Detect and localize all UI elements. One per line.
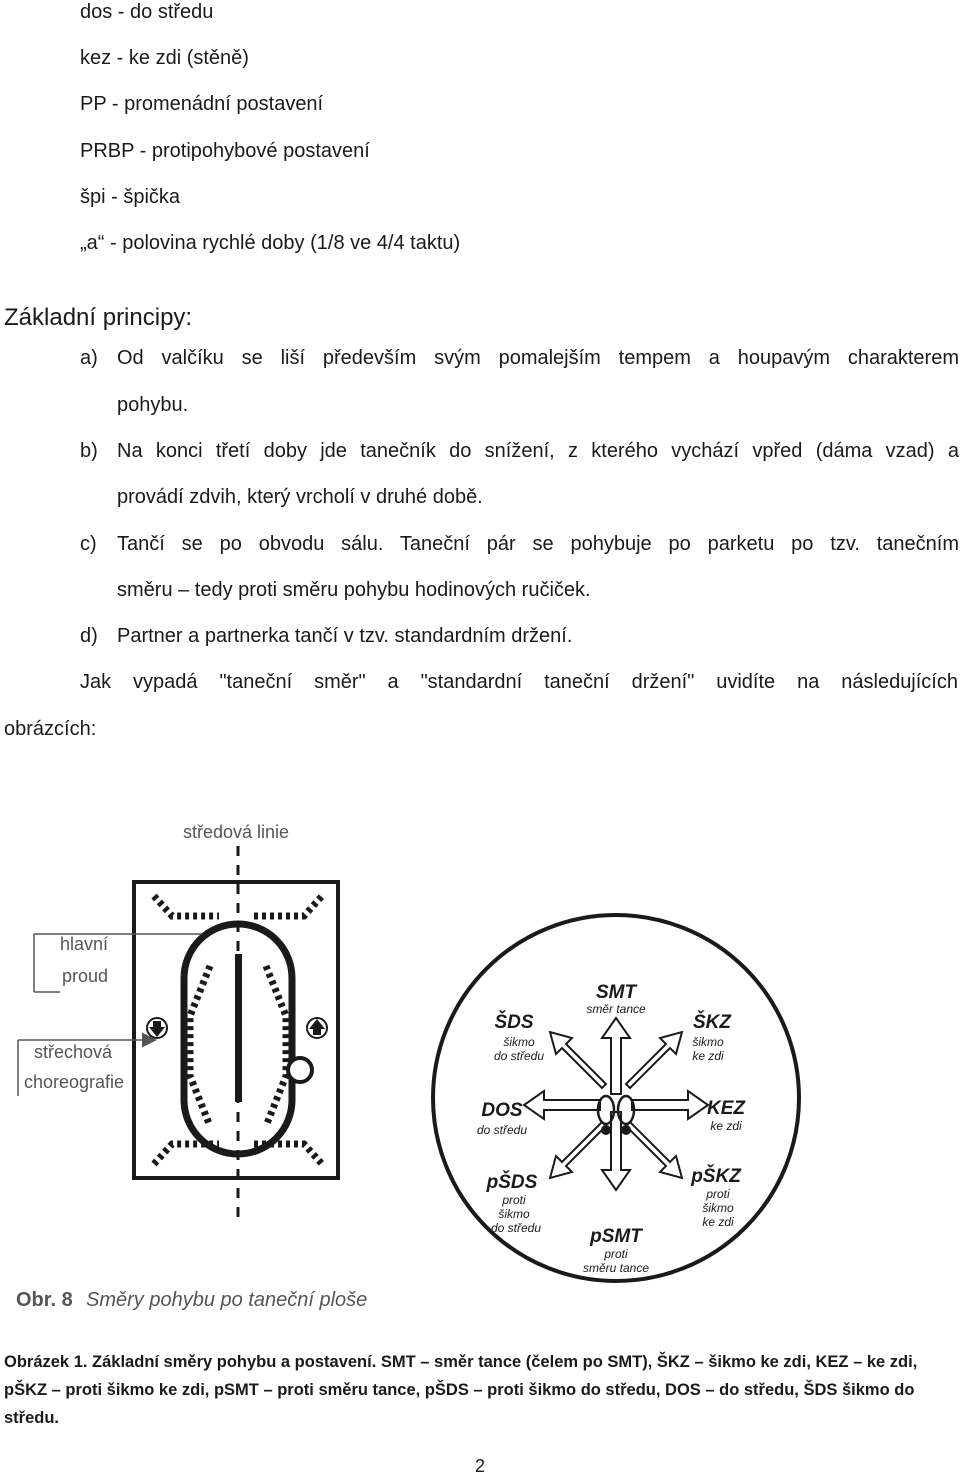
label-dos: DOS bbox=[481, 1100, 523, 1121]
principle-a bbox=[80, 346, 959, 370]
abbr-kez: kez - ke zdi (stěně) bbox=[80, 47, 249, 69]
figure-number: Obr. 8 bbox=[16, 1289, 73, 1311]
arrow-down-icon bbox=[147, 1018, 167, 1038]
principle-label: d) bbox=[80, 625, 98, 647]
principle-d bbox=[80, 624, 572, 648]
abbr-spi: špi - špička bbox=[80, 186, 181, 208]
arrow-dos-icon bbox=[524, 1091, 600, 1119]
center-line-label: středová linie bbox=[182, 822, 290, 842]
roof-label-2: choreografie bbox=[24, 1072, 125, 1092]
label-psds: pŠDS bbox=[486, 1172, 538, 1193]
main-flow-label-1: hlavní bbox=[60, 934, 109, 954]
arrow-pskz-icon bbox=[626, 1122, 682, 1178]
principle-label: a) bbox=[80, 347, 98, 369]
label-kez: KEZ bbox=[707, 1098, 745, 1119]
principle-c bbox=[80, 532, 959, 556]
arrow-sds-icon bbox=[550, 1032, 606, 1088]
figure-svg bbox=[4, 806, 822, 1326]
label-psds-sub2: šikmo bbox=[498, 1207, 530, 1221]
roof-label-1: střechová bbox=[34, 1042, 113, 1062]
label-smt-sub: směr tance bbox=[586, 1002, 646, 1016]
label-sds-sub2: do středu bbox=[493, 1049, 545, 1063]
label-pskz-sub3: ke zdi bbox=[702, 1215, 734, 1229]
principle-text: Partner a partnerka tančí v tzv. standardním držení. bbox=[117, 625, 573, 647]
main-flow-label-2: proud bbox=[62, 966, 109, 986]
label-skz-sub1: šikmo bbox=[692, 1035, 724, 1049]
principle-b-cont: provádí zdvih, který vrcholí v druhé době. bbox=[117, 486, 483, 508]
principle-text: Tančí se po obvodu sálu. Taneční pár se pohybuje po parketu po tzv. tanečním bbox=[117, 533, 959, 555]
abbr-a: „a“ - polovina rychlé doby (1/8 ve 4/4 taktu) bbox=[80, 232, 461, 254]
abbr-dos: dos - do středu bbox=[80, 1, 214, 23]
label-pskz-sub1: proti bbox=[706, 1187, 730, 1201]
principle-c-cont: směru – tedy proti směru pohybu hodinových ručiček. bbox=[117, 579, 591, 601]
label-dos-sub: do středu bbox=[476, 1123, 528, 1137]
dancer-marker bbox=[288, 1058, 312, 1082]
principle-b bbox=[80, 439, 959, 463]
label-sds-sub1: šikmo bbox=[503, 1035, 535, 1049]
arrow-skz-icon bbox=[626, 1032, 682, 1088]
label-skz-sub2: ke zdi bbox=[692, 1049, 724, 1063]
figure-title: Směry pohybu po taneční ploše bbox=[86, 1289, 368, 1311]
abbr-pp: PP - promenádní postavení bbox=[80, 93, 324, 115]
inner-dotted-right bbox=[266, 966, 286, 1126]
label-pskz: pŠKZ bbox=[691, 1166, 741, 1187]
abbr-prbp: PRBP - protipohybové postavení bbox=[80, 140, 370, 162]
intro-paragraph: Jak vypadá "taneční směr" a "standardní taneční držení" uvidíte na následujících bbox=[80, 671, 958, 693]
label-smt: SMT bbox=[595, 982, 637, 1003]
principle-label: c) bbox=[80, 533, 97, 555]
intro-paragraph-cont: obrázcích: bbox=[4, 718, 97, 740]
figure-caption: Obrázek 1. Základní směry pohybu a postavení. SMT – směr tance (čelem po SMT), ŠKZ – šikmo ke zdi, KEZ – ke zdi, pŠKZ – proti šikmo ke zdi, pSMT – proti směru tance, pŠDS – proti šikmo do středu, DOS – do středu, ŠDS šikmo do středu. bbox=[4, 1353, 918, 1427]
label-psmt-sub1: proti bbox=[604, 1247, 628, 1261]
arrow-psds-icon bbox=[550, 1122, 606, 1178]
principle-label: b) bbox=[80, 440, 98, 462]
label-sds: ŠDS bbox=[494, 1012, 534, 1033]
label-psds-sub1: proti bbox=[502, 1193, 526, 1207]
principle-text: Od valčíku se liší především svým pomalejším tempem a houpavým charakterem bbox=[117, 347, 959, 369]
label-psmt: pSMT bbox=[590, 1226, 642, 1247]
dance-directions-figure bbox=[4, 806, 822, 1326]
label-psmt-sub2: směru tance bbox=[582, 1261, 650, 1275]
section-heading: Základní principy: bbox=[4, 304, 193, 331]
label-pskz-sub2: šikmo bbox=[702, 1201, 734, 1215]
principle-a-cont: pohybu. bbox=[117, 394, 189, 416]
label-psds-sub3: do středu bbox=[490, 1221, 542, 1235]
inner-dotted-left bbox=[190, 966, 210, 1126]
page-number: 2 bbox=[474, 1456, 485, 1476]
center-bar bbox=[235, 954, 242, 1102]
direction-arrows bbox=[524, 1018, 708, 1190]
label-skz: ŠKZ bbox=[693, 1012, 731, 1033]
arrow-kez-icon bbox=[632, 1091, 708, 1119]
arrow-up-icon bbox=[307, 1018, 327, 1038]
principle-text: Na konci třetí doby jde tanečník do snížení, z kterého vychází vpřed (dáma vzad) a bbox=[117, 440, 959, 462]
label-kez-sub: ke zdi bbox=[710, 1119, 742, 1133]
arrow-smt-icon bbox=[602, 1018, 630, 1094]
